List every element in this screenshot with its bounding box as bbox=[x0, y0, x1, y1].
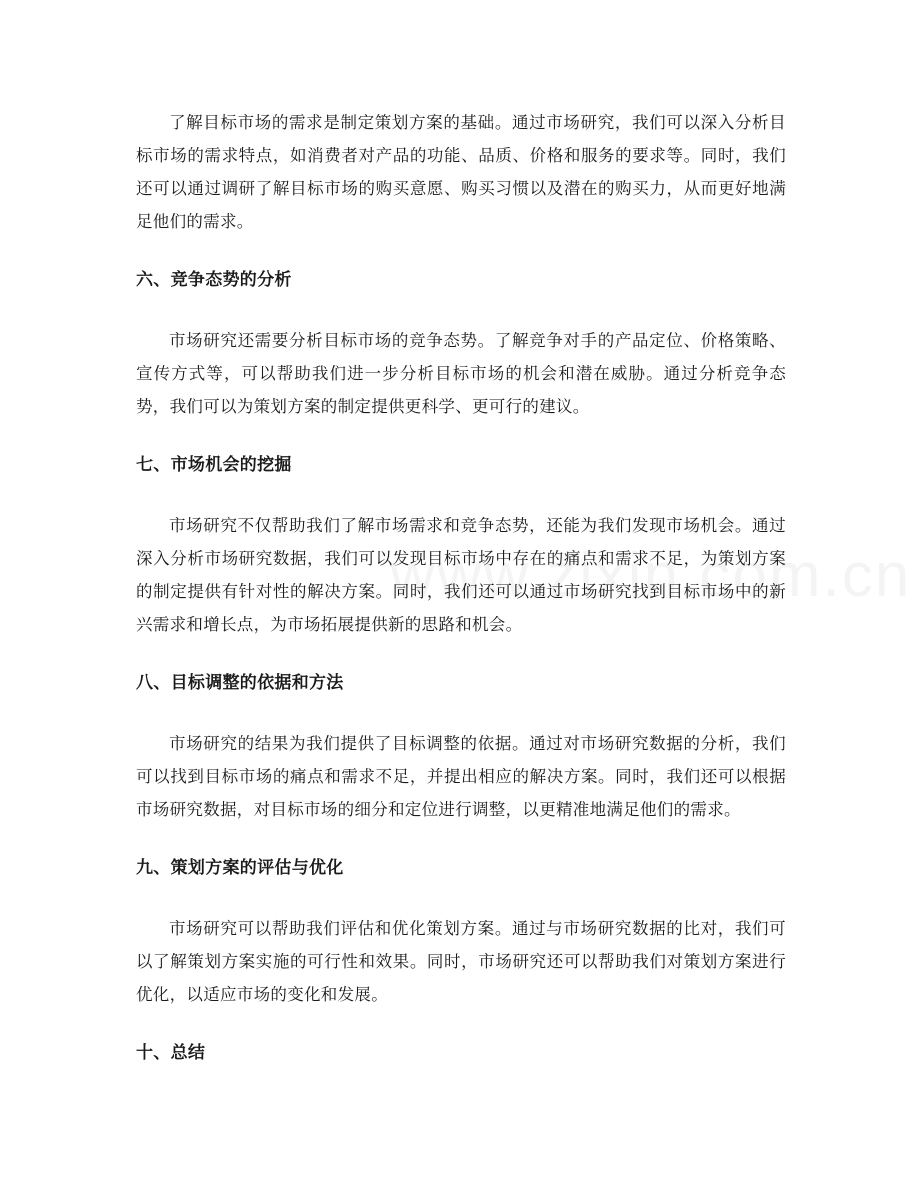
intro-paragraph: 了解目标市场的需求是制定策划方案的基础。通过市场研究，我们可以深入分析目标市场的需求特点，如消费者对产品的功能、品质、价格和服务的要求等。同时，我们还可以通过调研了解目标市场的购买意愿、购买习惯以及潜在的购买力，从而更好地满足他们的需求。 bbox=[136, 113, 786, 231]
paragraph-section-7: 市场研究不仅帮助我们了解市场需求和竞争态势，还能为我们发现市场机会。通过深入分析市场研究数据，我们可以发现目标市场中存在的痛点和需求不足，为策划方案的制定提供有针对性的解决方案。同时，我们还可以通过市场研究找到目标市场中的新兴需求和增长点，为市场拓展提供新的思路和机会。 bbox=[136, 516, 786, 634]
spacer bbox=[136, 826, 786, 852]
document-body bbox=[136, 106, 786, 1070]
paragraph-section-9: 市场研究可以帮助我们评估和优化策划方案。通过与市场研究数据的比对，我们可以了解策划方案实施的可行性和效果。同时，市场研究还可以帮助我们对策划方案进行优化，以适应市场的变化和发展。 bbox=[136, 919, 786, 1004]
spacer bbox=[136, 423, 786, 449]
heading-section-8: 八、目标调整的依据和方法 bbox=[136, 673, 344, 693]
spacer bbox=[136, 641, 786, 667]
paragraph-section-8: 市场研究的结果为我们提供了目标调整的依据。通过对市场研究数据的分析，我们可以找到目标市场的痛点和需求不足，并提出相应的解决方案。同时，我们还可以根据市场研究数据，对目标市场的细分和定位进行调整，以更精准地满足他们的需求。 bbox=[136, 734, 786, 819]
paragraph-section-6: 市场研究还需要分析目标市场的竞争态势。了解竞争对手的产品定位、价格策略、宣传方式等，可以帮助我们进一步分析目标市场的机会和潜在威胁。通过分析竞争态势，我们可以为策划方案的制定提供更科学、更可行的建议。 bbox=[136, 331, 786, 416]
heading-section-10: 十、总结 bbox=[136, 1043, 206, 1063]
spacer bbox=[136, 1011, 786, 1037]
spacer bbox=[136, 700, 786, 727]
spacer bbox=[136, 297, 786, 324]
spacer bbox=[136, 482, 786, 509]
heading-section-6: 六、竞争态势的分析 bbox=[136, 270, 292, 290]
heading-section-9: 九、策划方案的评估与优化 bbox=[136, 858, 344, 878]
spacer bbox=[136, 238, 786, 264]
heading-section-7: 七、市场机会的挖掘 bbox=[136, 455, 292, 475]
spacer bbox=[136, 885, 786, 912]
